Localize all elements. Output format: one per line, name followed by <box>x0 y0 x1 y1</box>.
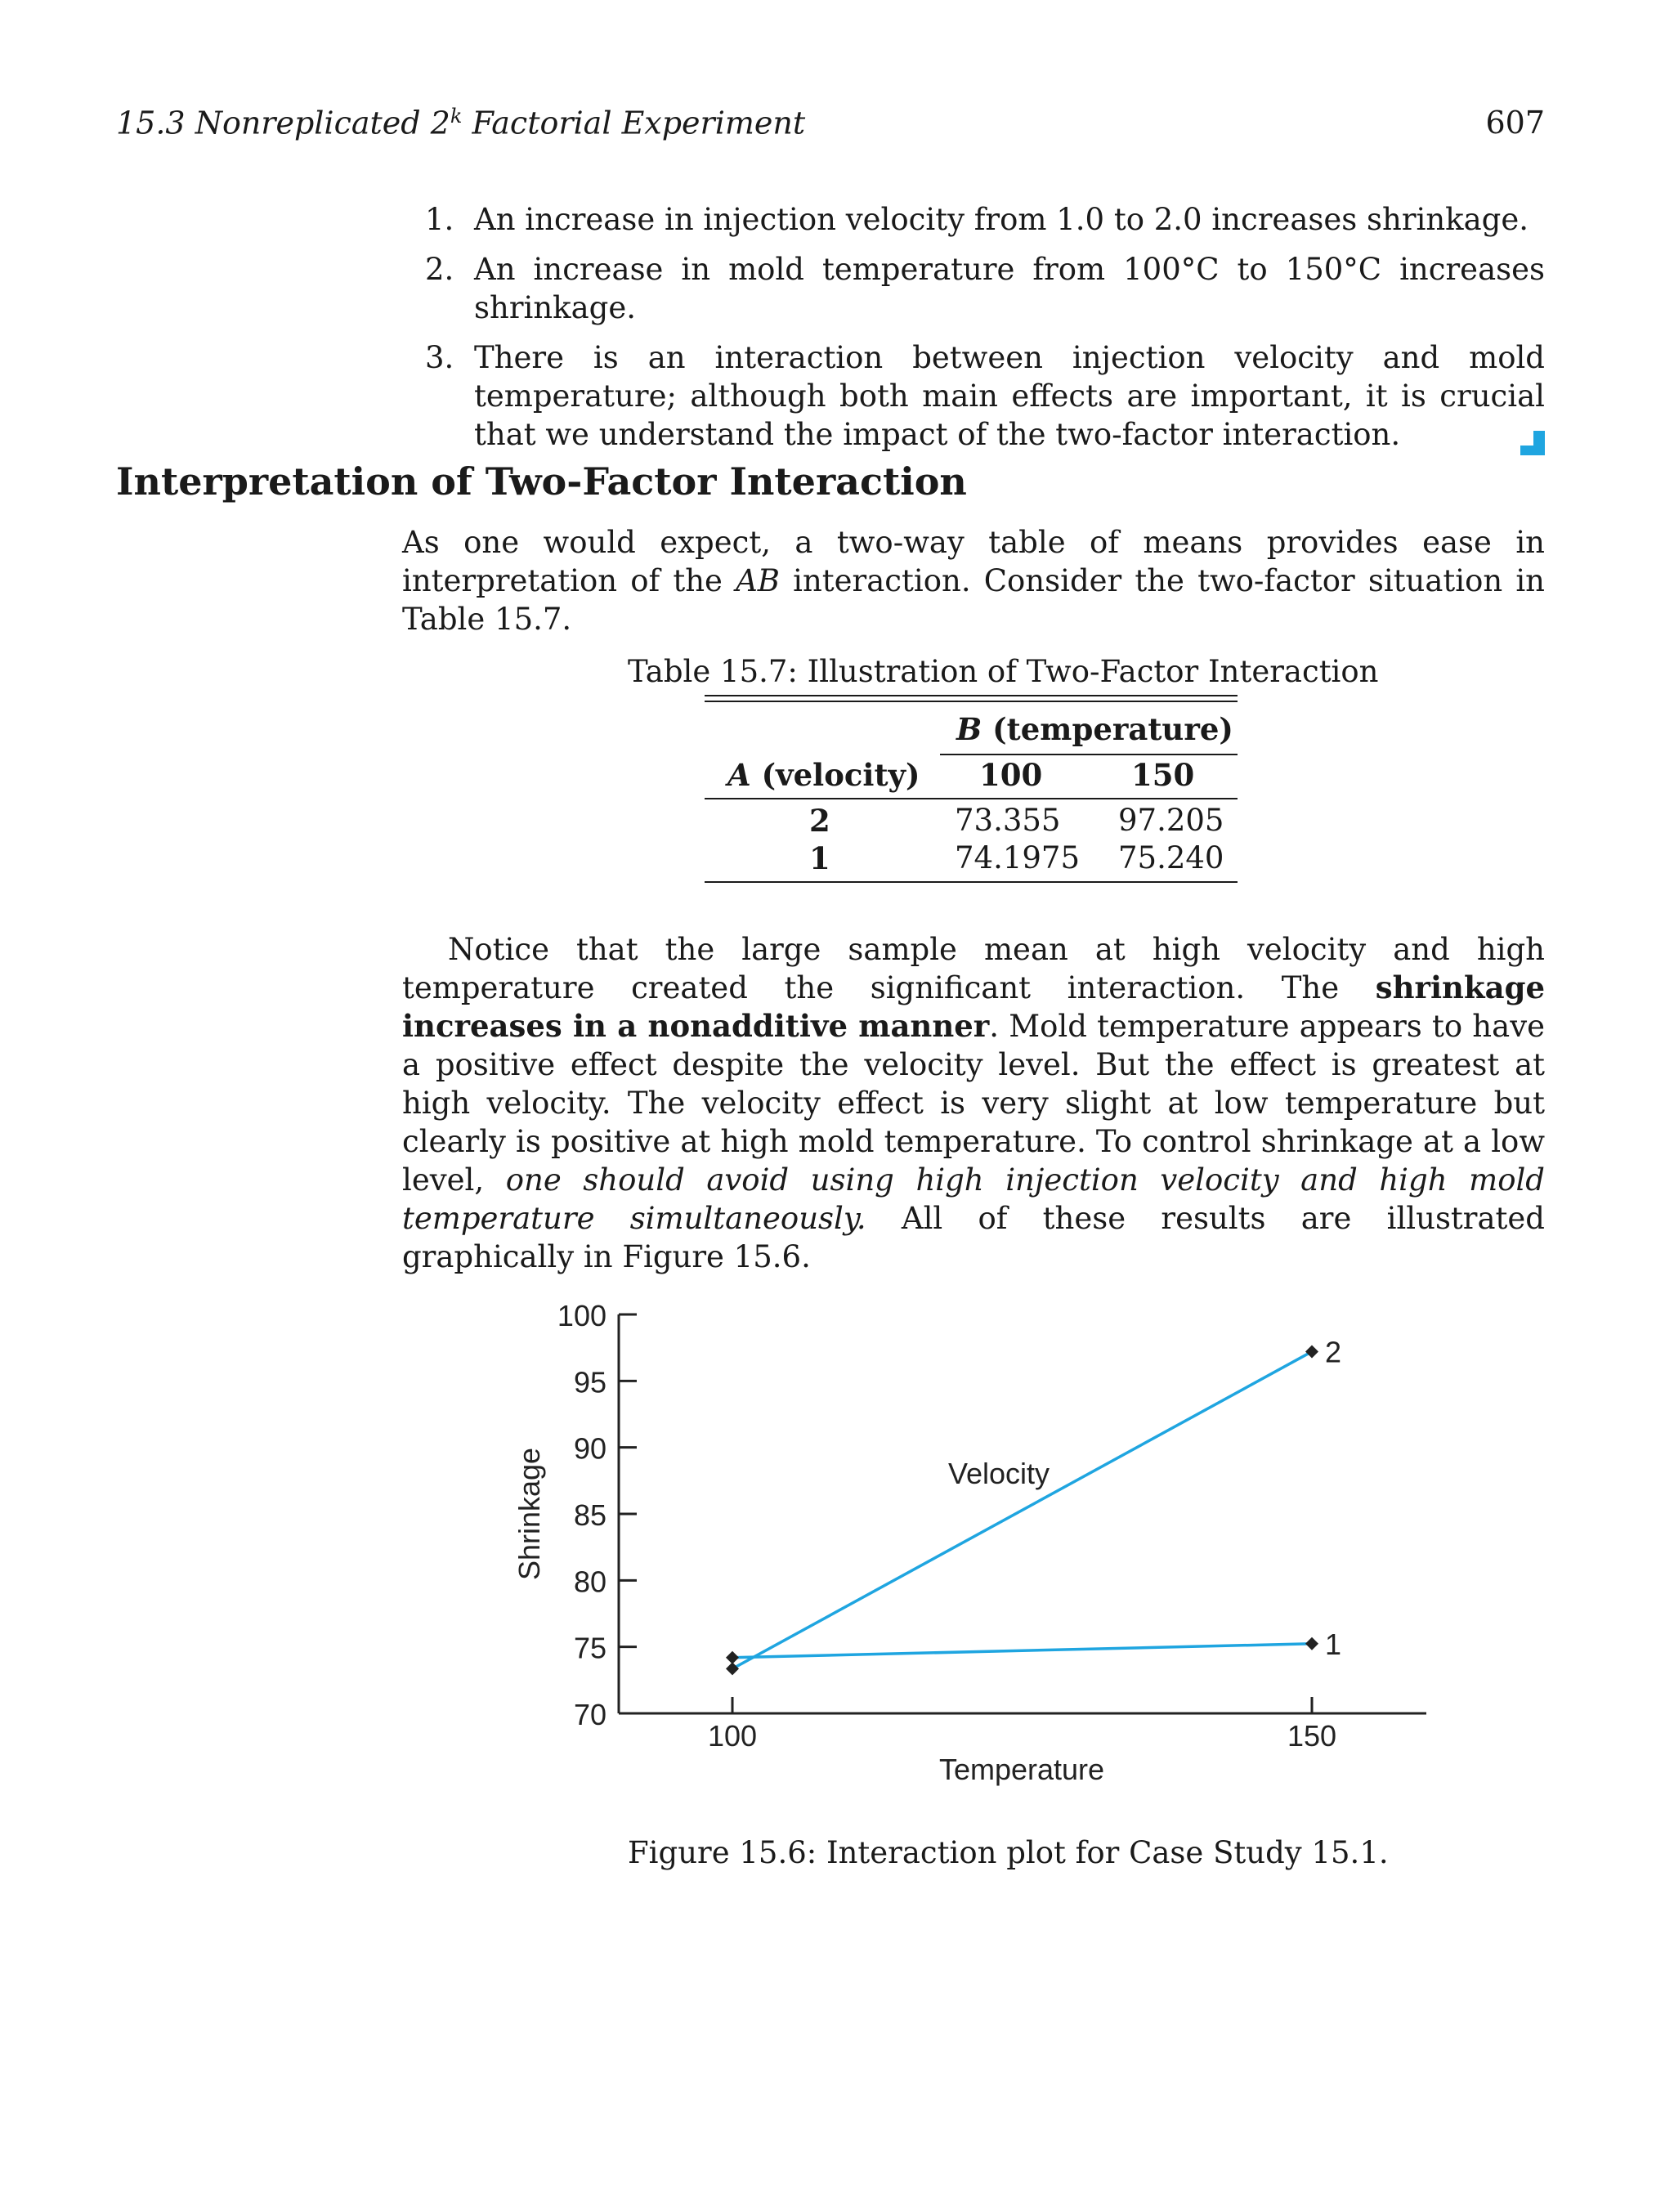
series-line-2 <box>732 1351 1312 1668</box>
x-axis-label: Temperature <box>938 1753 1105 1786</box>
y-tick-label: 85 <box>573 1498 606 1532</box>
data-point-marker <box>1305 1637 1318 1650</box>
series-label-1: 1 <box>1325 1627 1342 1661</box>
velocity-annotation: Velocity <box>947 1457 1050 1490</box>
col-header-100: 100 <box>979 757 1043 793</box>
table-cell: 75.240 <box>1118 840 1224 875</box>
row-label: 1 <box>809 840 830 876</box>
table-cell: 73.355 <box>955 803 1061 838</box>
intro-paragraph: As one would expect, a two-way table of means provides ease in interpretation of the AB interaction. Consider the two-factor situation in Table 15.7. <box>402 525 1546 637</box>
x-tick-label: 100 <box>707 1719 758 1753</box>
x-tick-label: 150 <box>1287 1719 1337 1753</box>
table-cell: 74.1975 <box>955 840 1081 875</box>
page-number: 607 <box>1485 105 1545 141</box>
data-point-marker <box>726 1651 739 1664</box>
row-header: A (velocity) <box>727 757 920 793</box>
data-point-marker <box>1305 1345 1318 1358</box>
row-label: 2 <box>809 803 830 839</box>
y-tick-label: 95 <box>573 1365 606 1399</box>
section-title: 15.3 Nonreplicated 2$^k$ Factorial Experiment <box>116 105 806 141</box>
col-group-header: B (temperature) <box>956 711 1233 747</box>
y-tick-label: 100 <box>557 1299 606 1332</box>
series-line-1 <box>732 1644 1312 1658</box>
figure-caption: Figure 15.6: Interaction plot for Case Study 15.1. <box>628 1835 1389 1870</box>
table-caption: Table 15.7: Illustration of Two-Factor Interaction <box>628 654 1379 689</box>
y-axis-label: Shrinkage <box>512 1447 546 1581</box>
list-item: 1. An increase in injection velocity from 1.0 to 2.0 increases shrinkage. <box>425 202 1529 237</box>
y-tick-label: 75 <box>573 1631 606 1665</box>
data-point-marker <box>726 1662 739 1675</box>
table-cell: 97.205 <box>1118 803 1224 838</box>
y-tick-label: 90 <box>573 1431 606 1466</box>
y-tick-label: 70 <box>573 1698 606 1731</box>
interpretation-paragraph: Notice that the large sample mean at high velocity and high temperature created the significant interaction. The shrinkage increases in a nonadditive manner. Mold temperature appears to have a positive effect despite the velocity level. But the effect is greatest at high velocity. The velocity effect is very slight at low temperature but clearly is positive at high mold temperature. To control shrinkage at a low level, one should avoid using high injection velocity and high mold temperature simultaneously. All of these results are illustrated graphically in Figure 15.6. <box>402 932 1545 1274</box>
col-header-150: 150 <box>1131 757 1195 793</box>
list-item: 3. There is an interaction between injection velocity and mold temperature; although both main effects are important, it is crucial that we understand the impact of the two-factor interaction. <box>425 338 1545 454</box>
series-label-2: 2 <box>1325 1335 1342 1369</box>
list-item: 2. An increase in mold temperature from 100°C to 150°C increases shrinkage. <box>425 252 1545 325</box>
y-tick-label: 80 <box>573 1565 606 1599</box>
section-heading: Interpretation of Two-Factor Interaction <box>116 459 967 504</box>
